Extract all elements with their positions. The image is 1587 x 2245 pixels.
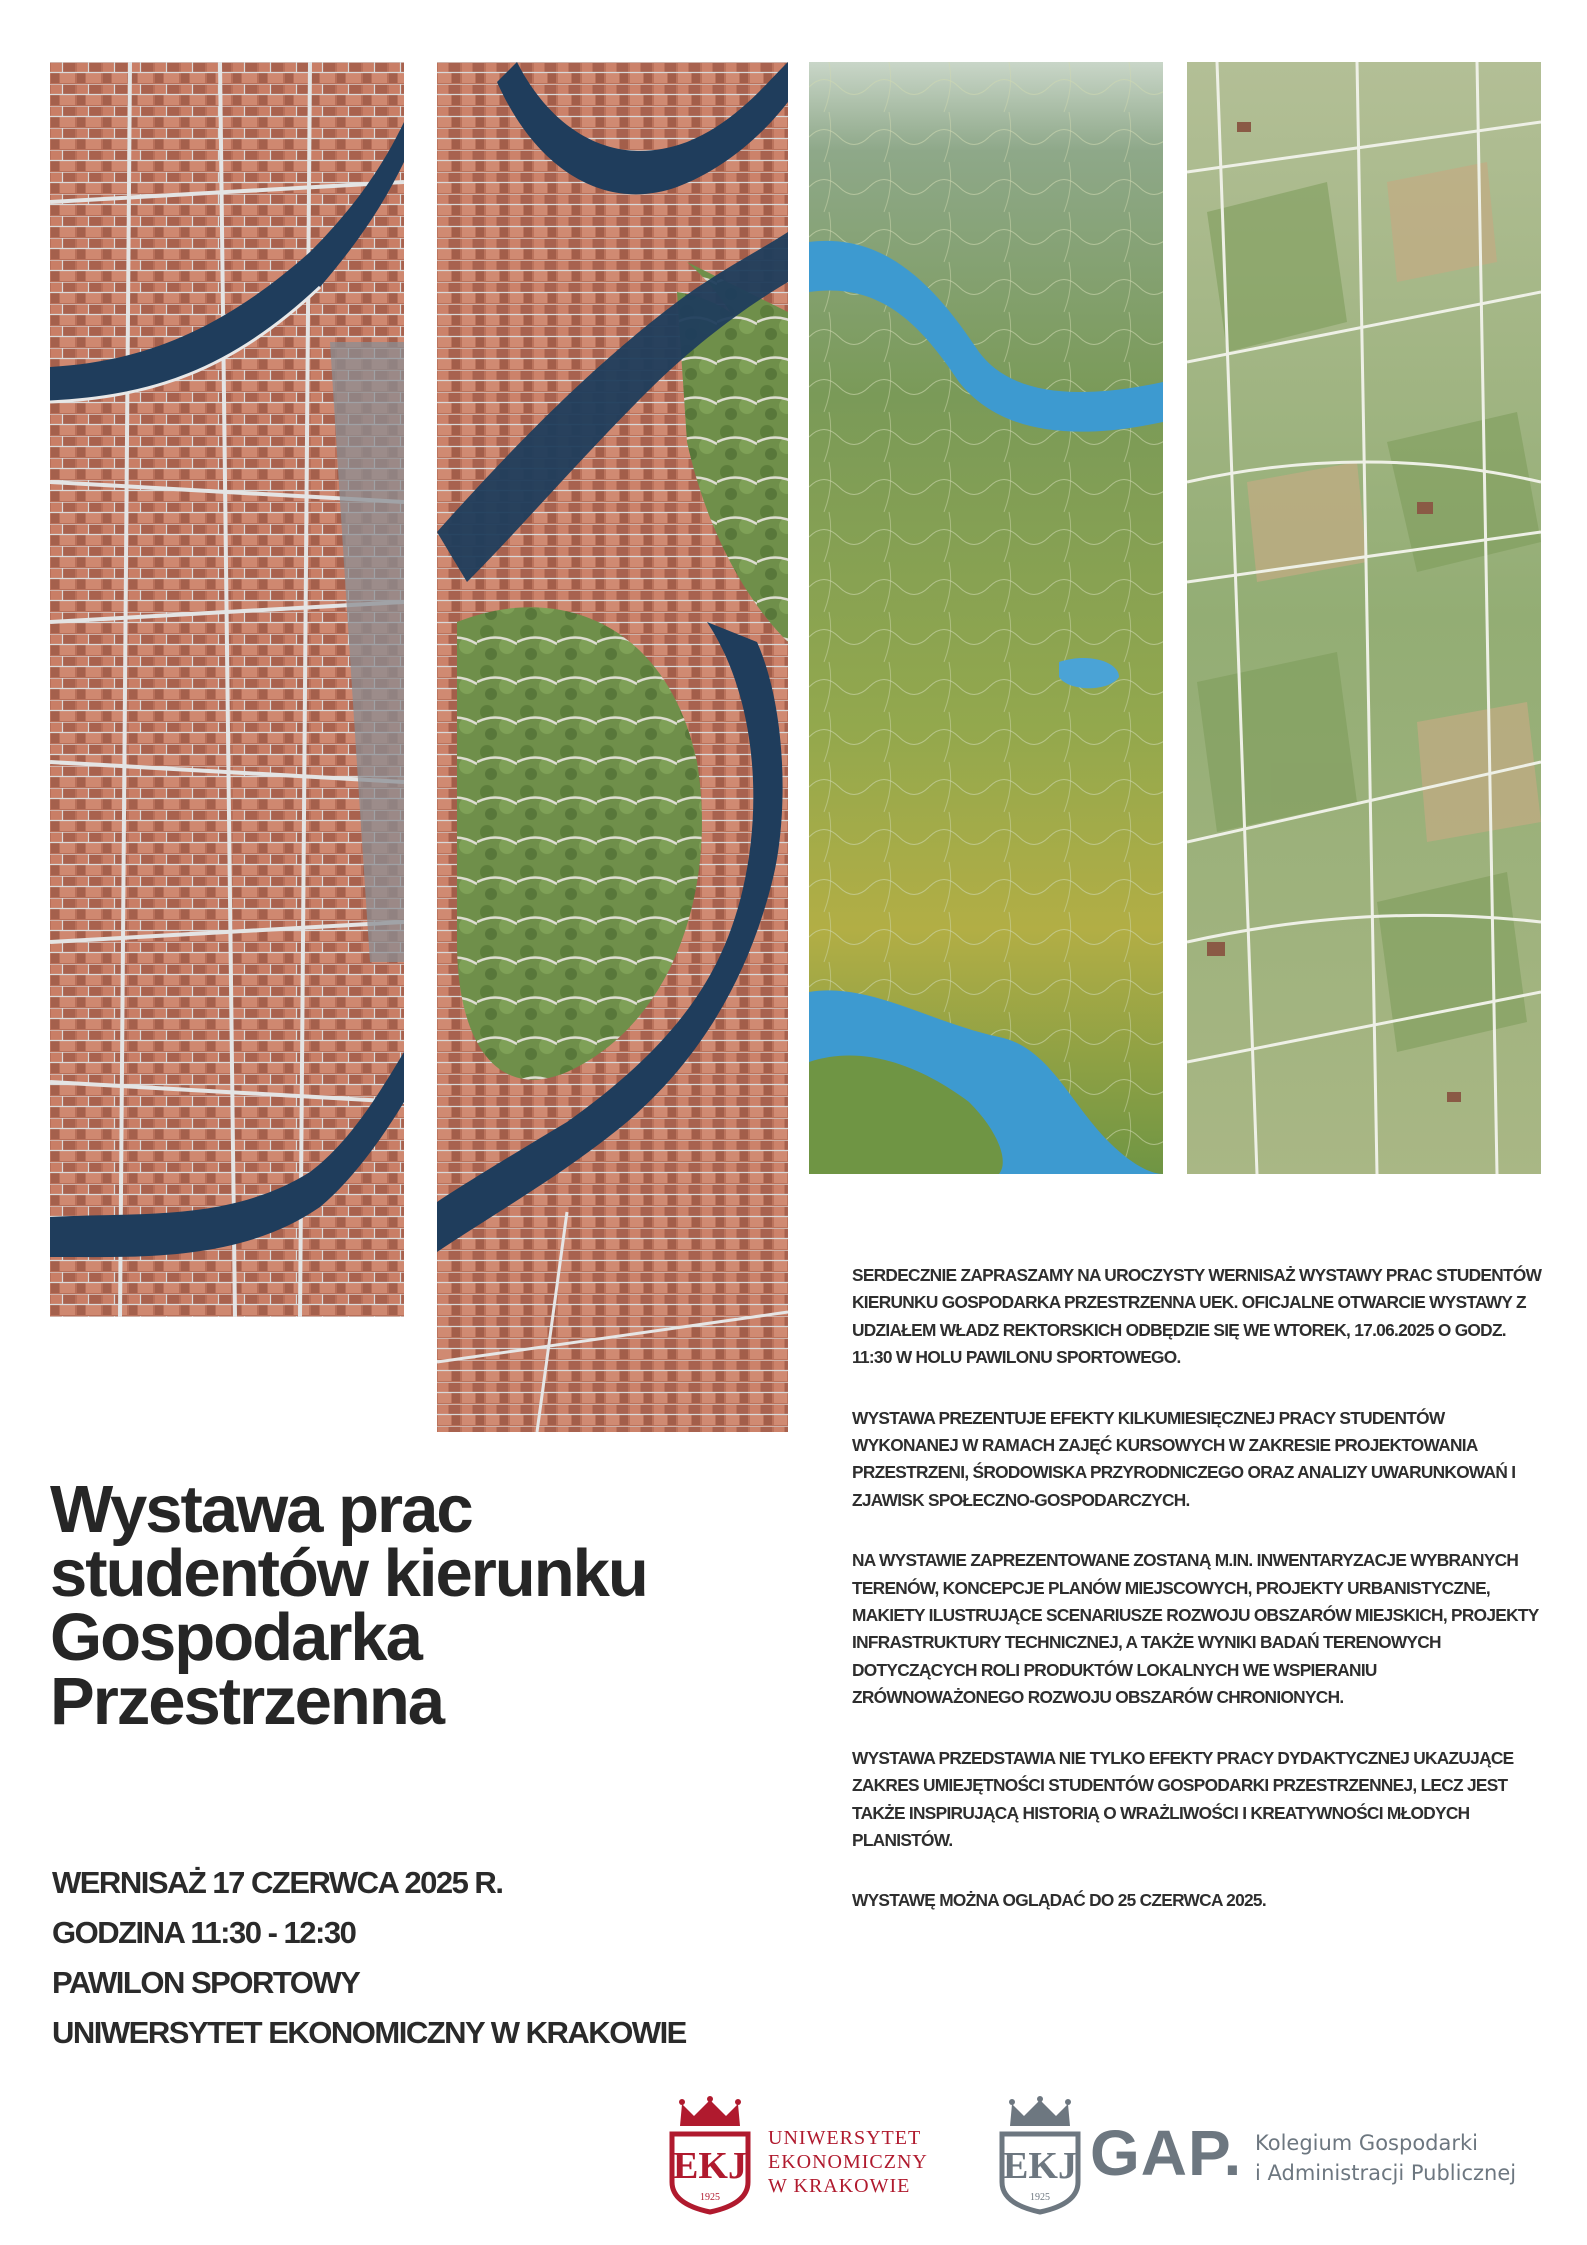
park-map-icon <box>437 62 788 1432</box>
fields-icon <box>1187 62 1541 1174</box>
uek-name-line-3: W KRAKOWIE <box>768 2175 911 2197</box>
gap-name-line-1: Kolegium Gospodarki <box>1255 2131 1479 2155</box>
event-venue: PAWILON SPORTOWY <box>52 1965 360 2000</box>
svg-text:1925: 1925 <box>1030 2192 1050 2203</box>
uek-name-line-1: UNIWERSYTET <box>768 2127 922 2149</box>
title-line-1: Wystawa prac <box>50 1472 472 1547</box>
aerial-valley-lake-image <box>809 62 1163 1174</box>
gap-full-name <box>1255 2128 1575 2188</box>
uek-logo <box>660 2096 950 2216</box>
description-paragraph-5: WYSTAWĘ MOŻNA OGLĄDAĆ DO 25 CZERWCA 2025. <box>852 1890 1266 1911</box>
title-line-3: Gospodarka <box>50 1600 421 1675</box>
gap-name-line-2: i Administracji Publicznej <box>1255 2161 1517 2185</box>
title-line-4: Przestrzenna <box>50 1664 444 1739</box>
description-paragraph-1: SERDECZNIE ZAPRASZAMY NA UROCZYSTY WERNISAŻ WYSTAWY PRAC STUDENTÓW KIERUNKU GOSPODARKA PRZESTRZENNA UEK. OFICJALNE OTWARCIE WYSTAWY Z UDZIAŁEM WŁADZ REKTORSKICH ODBĘDZIE SIĘ WE WTOREK, 17.06.2025 O GODZ. 11:30 W HOLU PAWILONU SPORTOWEGO. <box>852 1265 1542 1368</box>
event-details <box>52 1858 852 2058</box>
svg-text:1925: 1925 <box>700 2192 720 2203</box>
description-paragraph-4: WYSTAWA PRZEDSTAWIA NIE TYLKO EFEKTY PRACY DYDAKTYCZNEJ UKAZUJĄCE ZAKRES UMIEJĘTNOŚCI STUDENTÓW GOSPODARKI PRZESTRZENNEJ, LECZ JEST TAKŻE INSPIRUJĄCĄ HISTORIĄ O WRAŻLIWOŚCI I KREATYWNOŚCI MŁODYCH PLANISTÓW. <box>852 1747 1514 1850</box>
aerial-city-park-river-image <box>437 62 788 1432</box>
description-paragraph-2: WYSTAWA PREZENTUJE EFEKTY KILKUMIESIĘCZNEJ PRACY STUDENTÓW WYKONANEJ W RAMACH ZAJĘĆ KURSOWYCH W ZAKRESIE PROJEKTOWANIA PRZESTRZENI, ŚRODOWISKA PRZYRODNICZEGO ORAZ ANALIZY UWARUNKOWAŃ I ZJAWISK SPOŁECZNO-GOSPODARCZYCH. <box>852 1407 1516 1510</box>
gap-logo <box>990 2096 1560 2216</box>
vernissage-date: WERNISAŻ 17 CZERWCA 2025 R. <box>52 1865 503 1900</box>
gap-abbreviation: GAP. <box>1090 2117 1243 2189</box>
event-institution: UNIWERSYTET EKONOMICZNY W KRAKOWIE <box>52 2015 686 2050</box>
description-paragraph-3: NA WYSTAWIE ZAPREZENTOWANE ZOSTANĄ M.IN. INWENTARYZACJE WYBRANYCH TERENÓW, KONCEPCJE PLANÓW MIEJSCOWYCH, PROJEKTY URBANISTYCZNE, MAKIETY ILUSTRUJĄCE SCENARIUSZE ROZWOJU OBSZARÓW MIEJSKICH, PROJEKTY INFRASTRUKTURY TECHNICZNEJ, A TAKŻE WYNIKI BADAŃ TERENOWYCH DOTYCZĄCYCH ROLI PRODUKTÓW LOKALNYCH WE WSPIERANIU ZRÓWNOWAŻONEGO ROZWOJU OBSZARÓW CHRONIONYCH. <box>852 1550 1539 1708</box>
event-time: GODZINA 11:30 - 12:30 <box>52 1915 356 1950</box>
svg-text:EKJ: EKJ <box>673 2145 747 2187</box>
uek-name <box>768 2126 958 2198</box>
aerial-city-river-image <box>50 62 404 1317</box>
svg-text:EKJ: EKJ <box>1003 2145 1077 2187</box>
uek-name-line-2: EKONOMICZNY <box>768 2151 928 2173</box>
aerial-farmland-image <box>1187 62 1541 1174</box>
title-line-2: studentów kierunku <box>50 1536 647 1611</box>
uek-crest-icon <box>660 2096 760 2216</box>
city-map-icon <box>50 62 404 1317</box>
exhibition-description <box>852 1262 1542 1948</box>
exhibition-title <box>50 1472 840 1739</box>
landscape-icon <box>809 62 1163 1174</box>
gap-crest-icon <box>990 2096 1090 2216</box>
